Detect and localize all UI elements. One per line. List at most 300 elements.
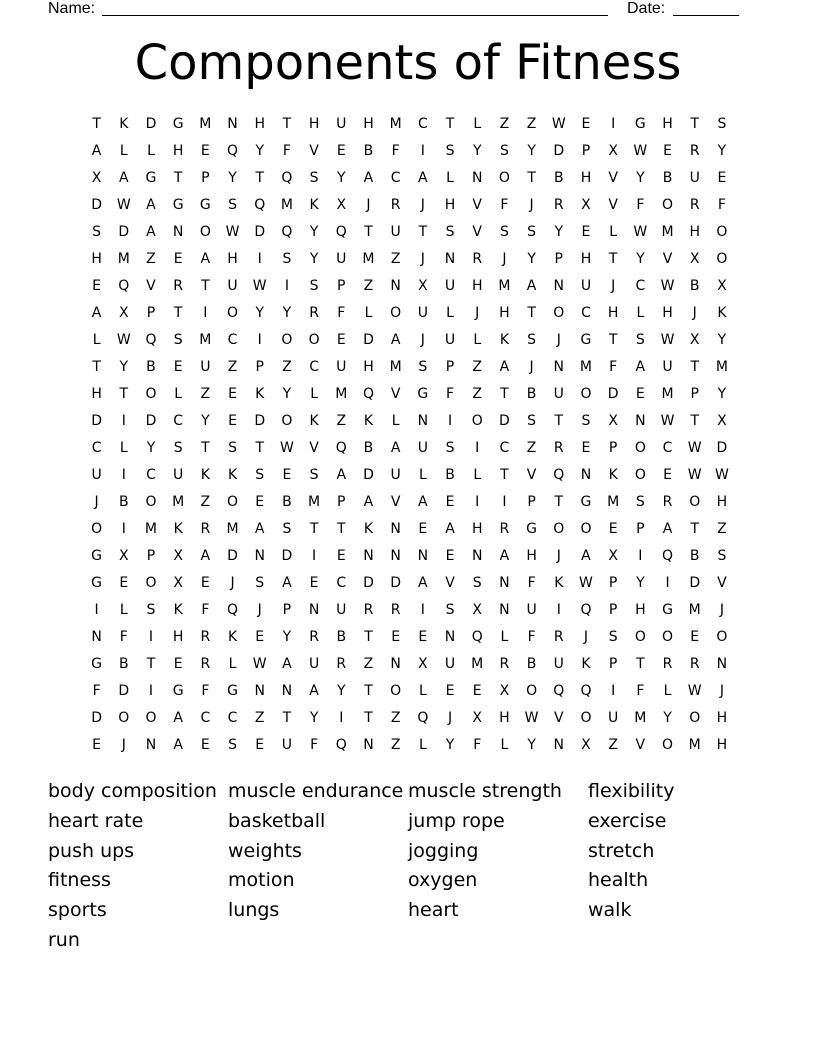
grid-letter: P [282,602,292,618]
grid-letter: X [173,575,183,591]
grid-letter: J [556,332,561,348]
grid-letter: Z [472,359,483,375]
grid-letter: E [445,494,455,510]
grid-letter: U [553,386,564,402]
grid-letter: T [690,413,699,429]
grid-letter: P [201,170,210,186]
grid-letter: Z [526,116,537,132]
grid-letter: I [203,305,208,321]
grid-letter: Q [281,224,293,240]
grid-letter: O [390,305,402,321]
grid-letter: A [336,467,347,483]
grid-letter: N [390,278,401,294]
grid-letter: E [581,116,591,132]
grid-letter: L [119,143,128,159]
grid-letter: N [145,737,157,753]
grid-letter: J [611,278,616,294]
grid-row [83,570,736,597]
grid-letter: F [527,575,536,591]
grid-letter: D [145,116,157,132]
grid-letter: O [662,737,674,753]
grid-letter: A [309,683,319,699]
grid-letter: J [121,737,126,753]
grid-row [83,435,736,462]
grid-letter: K [173,521,183,537]
grid-letter: Y [146,440,156,456]
word-list-item: stretch [588,839,655,862]
grid-letter: A [200,251,211,267]
word-list-item: push ups [48,839,135,862]
grid-letter: W [551,116,566,132]
word-list [48,777,768,956]
grid-letter: D [227,548,238,564]
grid-letter: X [717,278,727,294]
grid-letter: U [553,656,564,672]
grid-letter: Z [390,710,401,726]
grid-letter: F [527,629,536,645]
grid-letter: S [527,413,537,429]
grid-letter: U [390,224,401,240]
grid-letter: S [445,602,455,618]
grid-letter: N [227,116,238,132]
grid-letter: O [390,683,402,699]
grid-letter: I [447,413,453,429]
grid-letter: R [309,305,319,321]
grid-letter: S [282,251,292,267]
grid-letter: S [527,332,537,348]
grid-letter: B [118,494,129,510]
grid-letter: N [308,602,320,618]
grid-letter: G [91,575,103,591]
grid-letter: X [608,143,618,159]
grid-letter: O [580,521,592,537]
grid-letter: Q [417,710,429,726]
word-list-item: muscle strength [408,780,562,802]
grid-letter: S [608,629,618,645]
grid-letter: O [634,629,646,645]
grid-letter: A [418,494,428,510]
grid-letter: G [91,548,103,564]
grid-letter: O [91,521,103,537]
grid-letter: W [687,440,702,456]
grid-row [83,408,736,435]
grid-letter: H [662,116,673,132]
grid-letter: H [580,170,592,186]
grid-letter: K [363,521,374,537]
grid-letter: X [608,413,618,429]
grid-letter: T [282,116,292,132]
grid-letter: E [173,251,183,267]
grid-letter: X [689,332,700,348]
grid-letter: U [580,278,592,294]
grid-letter: A [363,170,374,186]
grid-letter: M [362,251,375,267]
grid-letter: I [339,710,344,726]
grid-letter: L [147,143,155,159]
grid-letter: E [119,575,129,591]
grid-letter: E [92,737,102,753]
grid-letter: B [282,494,292,510]
grid-letter: Q [471,629,483,645]
grid-letter: O [553,305,565,321]
grid-letter: G [172,683,184,699]
grid-letter: T [92,359,101,375]
grid-letter: U [390,467,401,483]
grid-letter: M [199,332,212,348]
word-list-item: body composition [48,780,217,802]
grid-letter: R [499,656,510,672]
grid-letter: H [172,629,184,645]
word-list-item: heart rate [48,809,144,832]
grid-letter: E [228,413,237,429]
grid-letter: N [716,656,728,672]
grid-letter: H [580,251,592,267]
grid-letter: S [418,359,428,375]
word-list-item: sports [48,899,107,922]
grid-letter: R [499,521,510,537]
grid-letter: L [119,602,128,618]
grid-letter: N [254,548,265,564]
grid-letter: Y [636,575,645,591]
grid-letter: M [308,494,321,510]
grid-letter: A [499,359,510,375]
grid-letter: A [173,737,183,753]
grid-letter: D [254,413,266,429]
grid-letter: S [445,440,455,456]
grid-letter: R [662,656,673,672]
grid-letter: F [282,143,291,159]
grid-letter: T [690,116,699,132]
grid-letter: W [252,278,267,294]
grid-letter: K [554,575,564,591]
grid-letter: H [499,710,510,726]
grid-letter: B [363,440,374,456]
grid-letter: E [418,629,428,645]
word-list-item: run [48,928,80,951]
grid-letter: I [312,548,317,564]
grid-letter: W [660,332,675,348]
grid-letter: M [280,197,293,213]
grid-letter: U [662,359,673,375]
grid-letter: M [688,737,701,753]
grid-letter: R [200,521,211,537]
grid-letter: R [689,197,700,213]
word-list-item: flexibility [588,780,675,802]
word-list-item: lungs [228,899,280,922]
grid-letter: I [94,602,99,618]
grid-letter: O [118,710,130,726]
grid-letter: Y [663,710,672,726]
grid-letter: V [608,170,618,186]
grid-letter: H [662,305,673,321]
grid-letter: E [717,170,727,186]
grid-letter: I [121,521,126,537]
grid-letter: Q [662,548,674,564]
grid-letter: U [444,332,456,348]
grid-letter: T [92,116,101,132]
grid-letter: V [472,224,482,240]
grid-letter: C [499,440,510,456]
grid-letter: O [580,710,592,726]
grid-letter: W [687,467,702,483]
grid-letter: Y [228,170,237,186]
grid-row [83,651,736,678]
grid-letter: Q [553,683,565,699]
grid-letter: U [608,710,619,726]
grid-letter: R [472,251,483,267]
grid-letter: N [172,224,184,240]
grid-letter: B [445,467,455,483]
grid-letter: N [363,548,374,564]
grid-letter: N [635,413,646,429]
grid-letter: U [227,278,238,294]
grid-letter: E [391,629,401,645]
grid-letter: V [309,440,319,456]
grid-letter: K [608,467,618,483]
grid-letter: H [91,251,102,267]
grid-letter: D [145,413,157,429]
word-list-item: oxygen [408,869,478,892]
grid-letter: L [391,413,400,429]
grid-letter: U [444,656,456,672]
grid-letter: G [199,197,211,213]
grid-letter: X [717,413,727,429]
grid-letter: B [526,386,537,402]
grid-letter: M [498,278,511,294]
grid-letter: N [553,359,565,375]
grid-letter: Y [717,143,727,159]
grid-letter: T [608,251,618,267]
grid-letter: Y [282,305,292,321]
grid-letter: E [663,467,672,483]
grid-letter: W [660,278,675,294]
grid-letter: Z [363,278,374,294]
grid-letter: H [635,602,646,618]
grid-letter: S [228,197,237,213]
grid-letter: P [608,602,618,618]
grid-letter: X [689,251,700,267]
grid-letter: U [336,251,347,267]
grid-row [83,354,736,381]
grid-letter: W [687,683,702,699]
grid-letter: T [527,305,536,321]
grid-letter: U [281,737,293,753]
grid-letter: C [662,440,673,456]
grid-letter: O [526,683,538,699]
grid-letter: B [336,629,347,645]
grid-letter: I [121,467,126,483]
grid-letter: Z [336,413,347,429]
grid-letter: P [527,494,536,510]
grid-letter: K [309,413,319,429]
grid-letter: G [417,386,429,402]
grid-row [83,300,736,327]
grid-letter: X [472,602,483,618]
grid-letter: F [446,386,455,402]
grid-letter: D [607,386,619,402]
grid-letter: C [91,440,102,456]
grid-letter: W [579,575,593,591]
grid-letter: V [146,278,156,294]
grid-letter: E [690,629,700,645]
grid-letter: Q [118,278,130,294]
grid-letter: S [527,224,537,240]
grid-letter: S [173,332,183,348]
grid-letter: Q [335,224,347,240]
grid-letter: C [581,305,591,321]
grid-letter: O [145,710,157,726]
grid-letter: T [364,710,373,726]
grid-letter: O [689,494,701,510]
grid-letter: L [418,683,427,699]
grid-letter: M [471,656,484,672]
grid-letter: L [364,305,373,321]
grid-row [83,165,736,192]
word-list-item: weights [228,839,302,862]
grid-letter: N [417,548,429,564]
grid-letter: J [447,710,453,726]
grid-letter: I [420,143,425,159]
grid-letter: S [472,575,482,591]
grid-letter: T [636,656,645,672]
grid-letter: E [336,143,346,159]
grid-letter: K [581,656,591,672]
grid-letter: D [91,197,102,213]
grid-row [83,273,736,300]
grid-letter: S [717,548,727,564]
grid-letter: Y [255,305,264,321]
grid-letter: U [444,278,456,294]
grid-letter: G [172,197,184,213]
grid-letter: I [502,494,507,510]
grid-letter: Q [580,602,592,618]
grid-letter: Y [337,170,346,186]
grid-letter: Q [281,170,293,186]
grid-letter: I [148,683,154,699]
grid-letter: J [230,575,235,591]
worksheet-header [48,0,748,20]
grid-letter: V [526,467,537,483]
grid-letter: K [309,197,319,213]
grid-letter: N [91,629,102,645]
grid-letter: T [500,386,509,402]
grid-letter: P [608,575,618,591]
grid-letter: L [119,440,128,456]
grid-letter: L [418,737,427,753]
grid-letter: J [692,305,697,321]
grid-letter: M [634,710,647,726]
grid-letter: A [662,521,673,537]
grid-letter: E [200,143,210,159]
grid-letter: T [418,224,428,240]
grid-letter: C [336,575,347,591]
grid-letter: L [446,170,454,186]
grid-letter: T [364,629,373,645]
grid-row [83,246,736,273]
word-list-item: fitness [48,869,111,892]
grid-letter: O [553,521,565,537]
grid-letter: A [445,521,455,537]
grid-letter: R [363,602,374,618]
grid-letter: O [716,251,728,267]
grid-letter: I [475,440,480,456]
grid-letter: H [499,305,510,321]
grid-letter: N [444,251,456,267]
grid-letter: X [173,548,183,564]
grid-letter: P [445,359,455,375]
grid-letter: B [526,656,537,672]
grid-letter: F [201,602,210,618]
grid-letter: E [228,386,237,402]
grid-letter: V [472,197,482,213]
grid-letter: Z [227,359,238,375]
grid-letter: P [608,656,618,672]
grid-letter: L [636,305,645,321]
grid-letter: J [420,197,425,213]
grid-letter: Z [526,440,537,456]
grid-letter: O [199,224,211,240]
grid-letter: H [716,710,728,726]
grid-letter: Q [580,683,592,699]
grid-letter: O [471,413,483,429]
grid-letter: X [91,170,102,186]
grid-letter: T [201,440,210,456]
grid-letter: H [689,224,700,240]
grid-letter: P [146,305,156,321]
grid-letter: U [336,116,347,132]
grid-letter: V [445,575,455,591]
grid-letter: T [255,170,264,186]
grid-letter: O [716,629,728,645]
grid-letter: R [553,197,564,213]
grid-letter: A [390,440,401,456]
grid-letter: L [310,386,318,402]
grid-letter: T [690,521,699,537]
grid-letter: M [117,251,130,267]
grid-letter: N [417,413,429,429]
grid-letter: O [689,710,701,726]
grid-letter: X [418,278,428,294]
grid-letter: Y [282,629,292,645]
grid-letter: T [527,170,536,186]
grid-letter: G [580,332,592,348]
grid-letter: Y [445,737,455,753]
grid-letter: T [554,494,564,510]
grid-letter: K [227,629,238,645]
grid-letter: F [337,305,346,321]
grid-letter: Y [282,386,292,402]
grid-letter: J [420,251,425,267]
grid-letter: L [473,332,482,348]
grid-letter: U [308,656,320,672]
grid-letter: E [445,548,455,564]
grid-letter: B [146,359,156,375]
grid-letter: C [173,413,184,429]
grid-letter: C [227,332,238,348]
grid-letter: D [390,575,402,591]
grid-letter: Z [608,737,618,753]
grid-letter: N [281,683,293,699]
grid-letter: O [145,575,157,591]
grid-row [83,327,736,354]
grid-letter: B [363,143,374,159]
grid-letter: E [608,521,618,537]
grid-letter: S [255,575,265,591]
grid-letter: Y [636,170,645,186]
grid-letter: V [608,197,618,213]
grid-letter: L [418,467,427,483]
grid-letter: O [145,494,157,510]
